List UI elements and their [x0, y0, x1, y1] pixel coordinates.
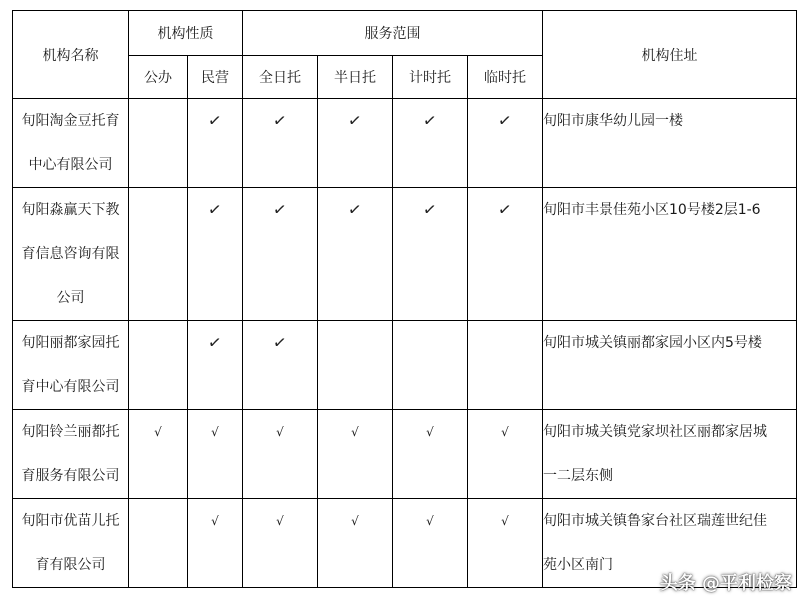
name-line: 旬阳淼赢天下教 — [21, 202, 120, 218]
header-nature: 机构性质 — [129, 11, 243, 56]
temporary-mark — [468, 410, 543, 499]
table-row — [13, 99, 797, 188]
check-icon: ✓ — [497, 110, 514, 131]
private-mark — [188, 321, 243, 410]
temporary-mark — [468, 99, 543, 188]
half-day-mark — [318, 499, 393, 588]
name-line: 旬阳市优苗儿托 — [21, 513, 120, 529]
temporary-mark — [468, 499, 543, 588]
private-mark — [188, 499, 243, 588]
hourly-mark — [393, 188, 468, 321]
check-icon: √ — [211, 514, 219, 528]
check-icon: √ — [276, 425, 284, 439]
half-day-mark — [318, 188, 393, 321]
header-full-day: 全日托 — [243, 56, 318, 99]
check-icon: √ — [501, 514, 509, 528]
name-line: 旬阳铃兰丽都托 — [21, 424, 120, 440]
hourly-mark — [393, 99, 468, 188]
private-mark — [188, 188, 243, 321]
check-icon: √ — [276, 514, 284, 528]
full-day-mark — [243, 188, 318, 321]
check-icon: ✓ — [497, 199, 514, 220]
name-line: 中心有限公司 — [28, 157, 113, 173]
temporary-mark — [468, 188, 543, 321]
check-icon: ✓ — [272, 110, 289, 131]
public-mark — [129, 99, 188, 188]
full-day-mark — [243, 99, 318, 188]
watermark: 头条 @平利检察 — [659, 573, 792, 594]
table-row — [13, 410, 797, 499]
institution-table — [12, 10, 797, 588]
name-line: 育信息咨询有限 — [21, 246, 120, 262]
address-line: 旬阳市城关镇鲁家台社区瑞莲世纪佳 — [543, 513, 767, 529]
check-icon: √ — [351, 514, 359, 528]
institution-address — [543, 99, 797, 188]
check-icon: ✓ — [422, 199, 439, 220]
public-mark — [129, 410, 188, 499]
public-mark — [129, 321, 188, 410]
check-icon: ✓ — [347, 199, 364, 220]
check-icon: √ — [154, 425, 162, 439]
header-address: 机构住址 — [543, 11, 797, 99]
private-mark — [188, 99, 243, 188]
public-mark — [129, 188, 188, 321]
hourly-mark — [393, 410, 468, 499]
name-line: 育中心有限公司 — [21, 379, 120, 395]
half-day-mark — [318, 410, 393, 499]
check-icon: ✓ — [207, 110, 224, 131]
header-public: 公办 — [129, 56, 188, 99]
header-private: 民营 — [188, 56, 243, 99]
private-mark — [188, 410, 243, 499]
institution-address — [543, 410, 797, 499]
hourly-mark — [393, 321, 468, 410]
check-icon: √ — [426, 425, 434, 439]
institution-name — [13, 188, 129, 321]
address-line: 苑小区南门 — [543, 557, 613, 573]
check-icon: ✓ — [272, 199, 289, 220]
full-day-mark — [243, 410, 318, 499]
name-line: 育有限公司 — [35, 557, 106, 573]
address-line: 旬阳市城关镇党家坝社区丽都家居城 — [543, 424, 767, 440]
address-line: 旬阳市城关镇丽都家园小区内5号楼 — [543, 335, 762, 351]
institution-name — [13, 99, 129, 188]
check-icon: √ — [211, 425, 219, 439]
full-day-mark — [243, 499, 318, 588]
check-icon: ✓ — [207, 332, 224, 353]
header-scope: 服务范围 — [243, 11, 543, 56]
check-icon: √ — [426, 514, 434, 528]
table-row — [13, 188, 797, 321]
header-temporary: 临时托 — [468, 56, 543, 99]
institution-address — [543, 188, 797, 321]
check-icon: ✓ — [272, 332, 289, 353]
address-line: 旬阳市丰景佳苑小区10号楼2层1-6 — [543, 202, 761, 218]
institution-name — [13, 321, 129, 410]
header-half-day: 半日托 — [318, 56, 393, 99]
half-day-mark — [318, 99, 393, 188]
check-icon: √ — [501, 425, 509, 439]
hourly-mark — [393, 499, 468, 588]
name-line: 旬阳淘金豆托育 — [21, 113, 120, 129]
half-day-mark — [318, 321, 393, 410]
check-icon: ✓ — [347, 110, 364, 131]
institution-name — [13, 499, 129, 588]
institution-name — [13, 410, 129, 499]
temporary-mark — [468, 321, 543, 410]
full-day-mark — [243, 321, 318, 410]
table-row — [13, 321, 797, 410]
institution-address — [543, 321, 797, 410]
address-line: 旬阳市康华幼儿园一楼 — [543, 113, 683, 129]
check-icon: √ — [351, 425, 359, 439]
check-icon: ✓ — [207, 199, 224, 220]
name-line: 育服务有限公司 — [21, 468, 120, 484]
name-line: 公司 — [56, 290, 85, 306]
name-line: 旬阳丽都家园托 — [21, 335, 120, 351]
header-hourly: 计时托 — [393, 56, 468, 99]
public-mark — [129, 499, 188, 588]
address-line: 一二层东侧 — [543, 468, 613, 484]
header-name: 机构名称 — [13, 11, 129, 99]
check-icon: ✓ — [422, 110, 439, 131]
